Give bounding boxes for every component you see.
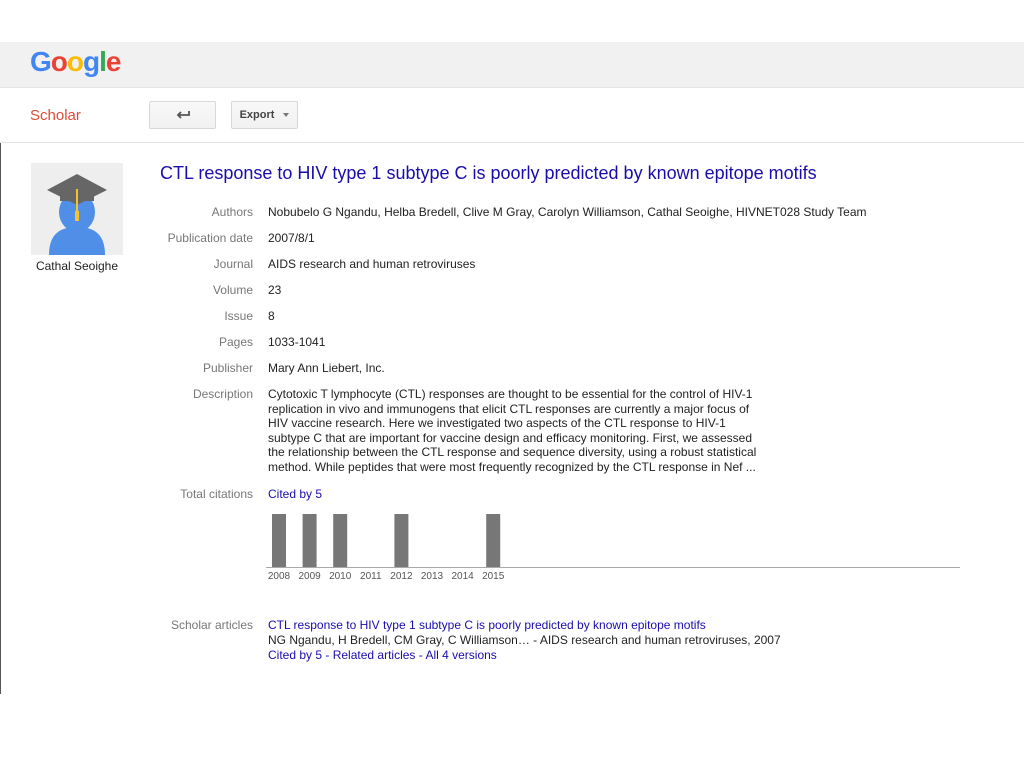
pages-label: Pages [218, 335, 253, 349]
cited-by-5-link[interactable]: Cited by 5 [268, 648, 323, 662]
all-versions-link[interactable]: All 4 versions [425, 648, 497, 662]
volume-value: 23 [268, 283, 282, 297]
link-separator: - [322, 648, 333, 662]
authors-label: Authors [211, 205, 253, 219]
year-tick-label: 2008 [267, 571, 291, 582]
export-label: Export [239, 109, 275, 121]
description-label: Description [192, 387, 253, 401]
back-button[interactable] [149, 101, 216, 129]
issue-label: Issue [224, 309, 253, 323]
year-tick-label: 2012 [390, 571, 413, 582]
year-tick-label: 2010 [329, 571, 352, 582]
scholar-label[interactable]: Scholar [30, 107, 81, 124]
year-tick-label: 2009 [298, 571, 321, 582]
logo-letter: o [50, 46, 67, 77]
citation-bar-2008[interactable] [272, 514, 286, 567]
authors-value: Nobubelo G Ngandu, Helba Bredell, Clive M Gray, Carolyn Williamson, Cathal Seoighe, HIVNET028 Study Team [268, 205, 867, 219]
volume-label: Volume [212, 283, 253, 297]
scholar-articles-label: Scholar articles [170, 618, 253, 632]
year-tick-label: 2011 [360, 571, 382, 582]
publisher-value: Mary Ann Liebert, Inc. [268, 361, 385, 375]
publisher-label: Publisher [202, 361, 253, 375]
publication-date-label: Publication date [167, 231, 253, 245]
citation-bar-2009[interactable] [303, 514, 317, 567]
link-separator: - [415, 648, 426, 662]
year-tick-label: 2013 [420, 571, 444, 582]
back-arrow-icon [176, 110, 190, 120]
journal-value: AIDS research and human retroviruses [268, 257, 476, 271]
article-title-link[interactable]: CTL response to HIV type 1 subtype C is poorly predicted by known epitope motifs [160, 163, 817, 183]
issue-value: 8 [268, 309, 275, 323]
scholar-articles-block [268, 618, 781, 663]
google-header-bar [0, 42, 1024, 88]
citations-bar-chart [266, 505, 960, 585]
related-articles-link[interactable]: Related articles [332, 648, 416, 662]
scholar-toolbar [0, 88, 1024, 143]
year-tick-label: 2014 [451, 571, 474, 582]
google-logo[interactable] [30, 46, 120, 78]
citation-bar-2010[interactable] [333, 514, 347, 567]
author-avatar[interactable] [31, 163, 123, 255]
author-name[interactable]: Cathal Seoighe [35, 259, 119, 273]
publication-date-value: 2007/8/1 [268, 231, 315, 245]
graduate-avatar-icon [31, 163, 123, 255]
logo-letter: e [105, 46, 121, 77]
pages-value: 1033-1041 [268, 335, 326, 349]
logo-letter: o [66, 46, 83, 77]
logo-letter: g [83, 46, 100, 77]
citation-bar-2012[interactable] [394, 514, 408, 567]
year-tick-label: 2015 [482, 571, 505, 582]
export-button[interactable] [231, 101, 298, 129]
logo-letter: G [30, 46, 51, 77]
scholar-article-meta: NG Ngandu, H Bredell, CM Gray, C Williamson… - AIDS research and human retroviruses, 2007 [268, 633, 781, 647]
scholar-article-links [268, 648, 781, 663]
logo-letter: l [99, 46, 106, 77]
caret-down-icon [283, 113, 289, 117]
cited-by-link[interactable]: Cited by 5 [268, 487, 323, 501]
total-citations-label: Total citations [180, 487, 253, 501]
scholar-article-title-link[interactable]: CTL response to HIV type 1 subtype C is poorly predicted by known epitope motifs [268, 618, 706, 632]
description-value: Cytotoxic T lymphocyte (CTL) responses are thought to be essential for the control of HIV-1 replication in vivo and immunogens that elicit CTL responses are currently a major focus of HIV vaccine research. Here we investigated two aspects of the CTL response to HIV-1 subtype C that are important for vaccine design and efficacy monitoring. First, we assessed the relationship between the CTL response and sequence diversity, using a robust statistical method. While peptides that were most frequently recognized by the CTL response in Nef ... [268, 387, 757, 474]
journal-label: Journal [213, 257, 253, 271]
citation-bar-2015[interactable] [486, 514, 500, 567]
